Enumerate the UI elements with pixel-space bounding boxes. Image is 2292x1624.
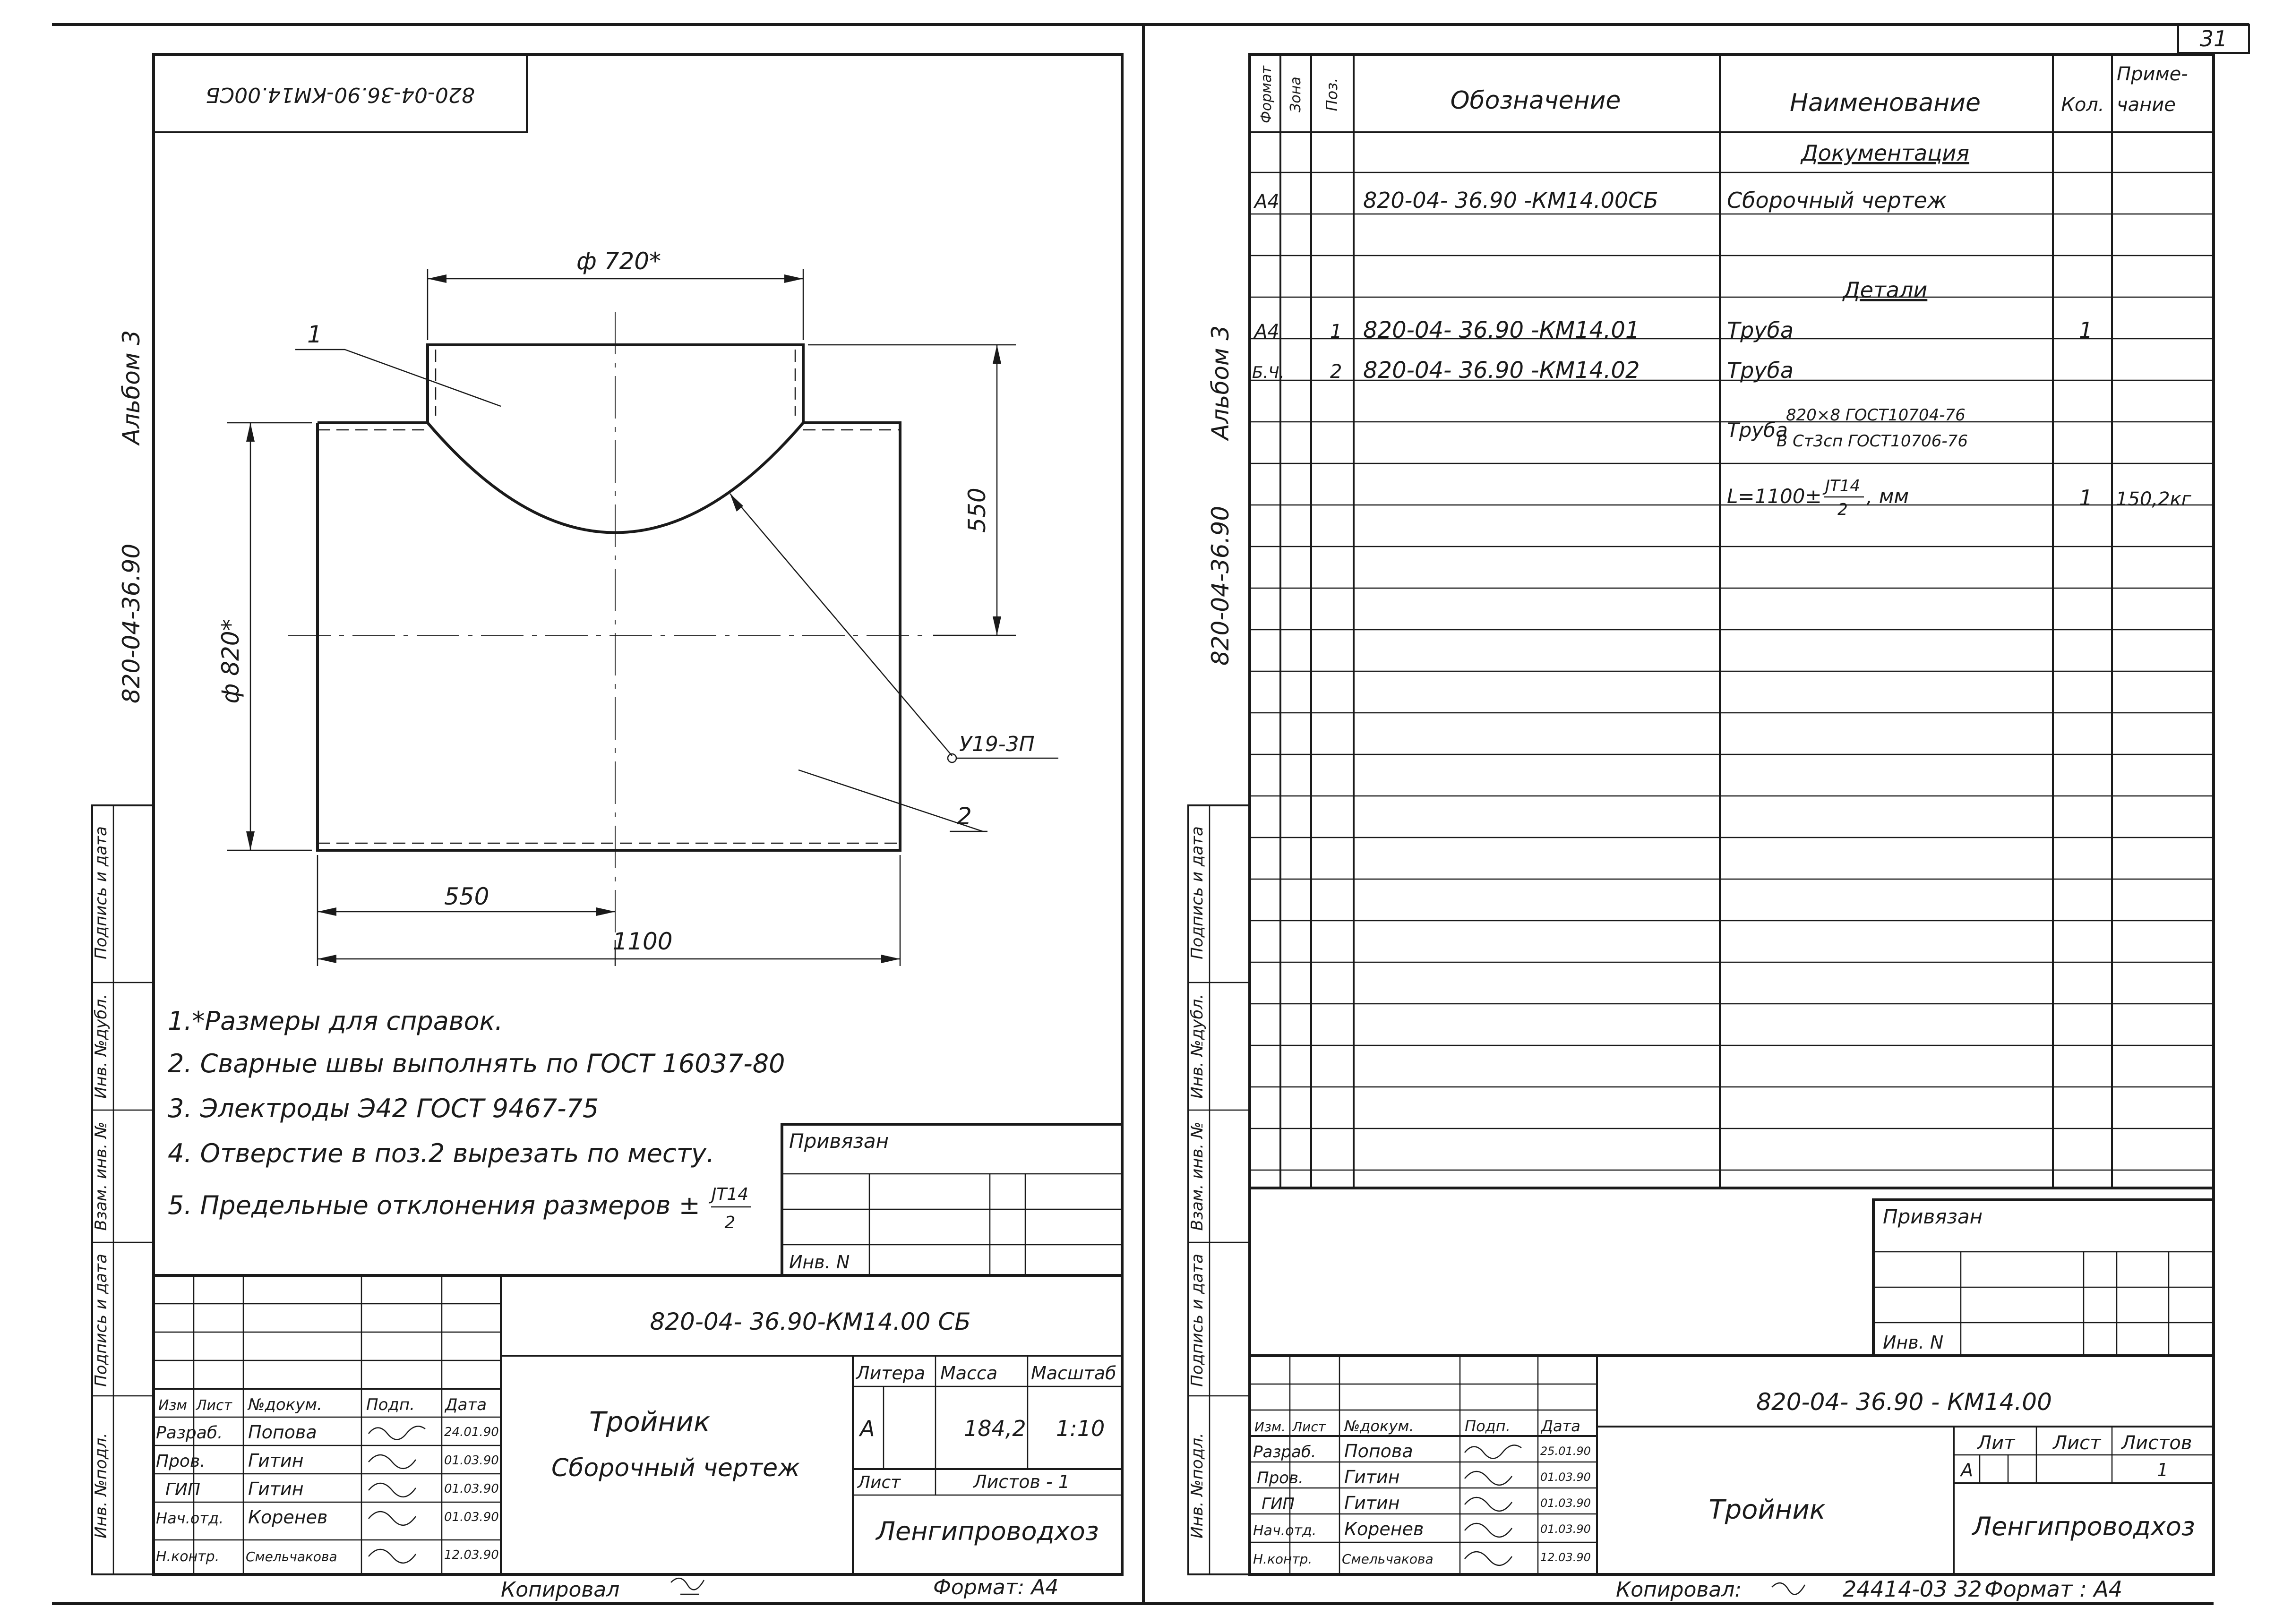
tb-date-1: 24.01.90 [444,1425,499,1439]
signature-mark [1465,1523,1512,1537]
spec-head-zone: Зона [1288,77,1304,112]
privyazan-block-right [1873,1200,2214,1356]
spec-row-5-name: Труба [1727,358,1794,383]
spec-row-5-pos: 2 [1330,361,1342,383]
tbr-org: Ленгипроводхоз [1972,1512,2195,1541]
leader-2 [798,770,983,831]
tbr-date-1: 25.01.90 [1540,1445,1591,1458]
spec-row-4-qty: 1 [2079,317,2093,343]
tbr-sheets: 1 [2157,1460,2169,1480]
dim-phi-720: ф 720* [576,248,661,275]
dim-550-horizontal: 550 [444,883,489,910]
arrow [428,274,446,283]
tbr-code: 820-04- 36.90 - КМ14.00 [1756,1388,2052,1416]
footer-code-right: 24414-03 32 [1843,1576,1982,1602]
length-row-note: 150,2кг [2116,488,2191,510]
tbr-role-5: Н.контр. [1253,1551,1313,1567]
note-2: 2. Сварные швы выполнять по ГОСТ 16037-80 [168,1049,785,1078]
arrow [881,955,900,963]
tb-date-2: 01.03.90 [444,1453,499,1468]
side-label-sign-date-2: Подпись и дата [92,826,111,959]
tbr-role-4: Нач.отд. [1253,1522,1317,1539]
inv-n-label: Инв. N [789,1252,850,1273]
arrow [246,423,255,442]
tb-mass: 184,2 [964,1416,1026,1441]
length-row-post: , мм [1866,485,1909,508]
title-block-left [154,1275,1122,1574]
footer-copied-right: Копировал: [1616,1578,1742,1602]
album-label-right: Альбом 3 [1207,325,1234,440]
tb-name-3: Гитин [248,1479,304,1499]
tb-date-5: 12.03.90 [444,1548,499,1562]
tb-date-3: 01.03.90 [444,1482,499,1496]
copier-signature-right [1772,1583,1805,1594]
signature-mark [1465,1471,1512,1485]
footer-copied: Копировал [501,1578,620,1602]
dim-1100: 1100 [612,928,673,955]
tb-title-1: Тройник [589,1406,711,1438]
spec-row-5-format: Б.Ч. [1252,363,1285,382]
spec-head-format: Формат [1258,66,1275,123]
tee-drawing [217,248,1058,966]
title-block-right [1250,1356,2214,1574]
tb-head-ndok: №докум. [248,1395,322,1414]
notes [168,1006,785,1232]
tb-date-4: 01.03.90 [444,1510,499,1524]
footer-format-right: Формат : А4 [1984,1576,2123,1602]
pipe-spec-line1: 820×8 ГОСТ10704-76 [1786,406,1966,425]
signature-mark [369,1512,416,1525]
tbr-head-list: Лист [1292,1419,1326,1435]
spec-head-pos: Поз. [1323,77,1341,111]
tb-head-list: Лист [196,1397,232,1414]
arrow [784,274,803,283]
tbr-head-ndok: №докум. [1344,1417,1414,1435]
tb-head-date: Дата [445,1395,487,1414]
note-4: 4. Отверстие в поз.2 вырезать по месту. [168,1138,715,1168]
arrow [730,494,743,512]
length-row-frac-den: 2 [1837,500,1848,519]
signature-mark [1465,1497,1512,1511]
spec-head-note-1: Приме- [2117,63,2188,85]
side-label-inv-podl-r: Инв. №подл. [1188,1433,1207,1539]
spec-head-designation: Обозначение [1450,86,1621,115]
right-frame [1250,54,2214,1574]
spec-row-4-pos: 1 [1330,321,1342,342]
album-label-left: Альбом 3 [118,330,145,445]
tb-name-2: Гитин [248,1450,304,1471]
pipe-spec-line2: В Ст3сп ГОСТ10706-76 [1777,432,1968,451]
signature-mark [1465,1445,1521,1458]
spec-row-4-name: Труба [1727,317,1794,343]
length-row-qty: 1 [2079,485,2093,511]
dim-phi-820: ф 820* [217,619,244,704]
inv-n-label-right: Инв. N [1883,1332,1944,1353]
footer-format: Формат: А4 [933,1575,1059,1599]
tb-role-4: Нач.отд. [156,1509,224,1527]
side-label-sign-date: Подпись и дата [92,1254,111,1387]
tbr-lit: А [1961,1460,1973,1480]
tbr-name-2: Гитин [1344,1467,1400,1487]
note-5-frac-den: 2 [724,1213,736,1232]
tbr-head-podp: Подп. [1465,1417,1511,1435]
tb-sheets-label: Листов - 1 [973,1471,1070,1492]
tbr-date-2: 01.03.90 [1540,1470,1591,1484]
length-row-pre: L=1100± [1727,485,1822,508]
weld-symbol: У19-3П [959,732,1035,756]
spec-head-note-2: чание [2117,94,2176,116]
side-label-inv-dubl: Инв. №дубл. [92,994,111,1099]
side-label-vzam: Взам. инв. № [92,1121,111,1231]
tb-scale-label: Масштаб [1031,1363,1116,1384]
signature-mark [369,1549,416,1563]
tb-sheet-label: Лист [858,1473,901,1492]
note-5: 5. Предельные отклонения размеров ± [168,1190,700,1220]
tbr-sheets-label: Листов [2121,1432,2192,1454]
tb-role-1: Разраб. [156,1423,223,1443]
arrow [246,831,255,850]
tb-title-2: Сборочный чертеж [551,1454,800,1482]
note-3: 3. Электроды Э42 ГОСТ 9467-75 [168,1094,599,1123]
signature-mark [369,1483,416,1497]
title-block-right-frame [1250,1356,2214,1574]
privyazan-label: Привязан [789,1129,889,1153]
pipe-spec-label: Труба [1727,419,1788,442]
side-label-vzam-r: Взам. инв. № [1188,1121,1207,1231]
signature-mark [369,1455,416,1469]
spec-row-3-name: Детали [1843,277,1928,303]
weld-leader [730,494,952,756]
privyazan-label-right: Привязан [1883,1205,1983,1228]
tbr-head-date: Дата [1541,1417,1580,1435]
spec-head-name: Наименование [1789,89,1981,117]
position-2: 2 [957,803,972,830]
tbr-head-izm: Изм. [1254,1419,1286,1435]
spec-row-4-format: А4 [1254,321,1279,342]
dim-550-vertical: 550 [963,487,991,533]
tb-scale: 1:10 [1056,1416,1105,1441]
spec-row-0-name: Документация [1801,140,1970,166]
signature-mark [1465,1552,1512,1565]
spec-row-4-designation: 820-04- 36.90 -КМ14.01 [1363,317,1640,343]
tb-role-2: Пров. [156,1452,206,1471]
tb-head-izm: Изм [158,1397,188,1414]
note-1: 1.*Размеры для справок. [168,1006,503,1036]
side-label-inv-dubl-r: Инв. №дубл. [1188,994,1207,1099]
tbr-sheet-label: Лист [2053,1432,2101,1454]
designation-side-right: 820-04-36.90 [1207,505,1234,666]
rotated-drawing-code: 820-04-36.90-КМ14.00СБ [206,83,475,107]
tbr-date-3: 01.03.90 [1540,1496,1591,1510]
tb-mass-label: Масса [940,1363,998,1384]
tbr-name-5: Смельчакова [1342,1551,1434,1567]
tbr-name-1: Попова [1344,1441,1413,1462]
privyazan-block [782,1124,1122,1275]
main-pipe-outline [318,423,900,850]
tb-name-5: Смельчакова [246,1549,337,1564]
left-sheet [52,54,1143,1604]
tbr-name-3: Гитин [1344,1493,1400,1513]
tb-org: Ленгипроводхоз [876,1516,1099,1546]
position-1: 1 [307,321,322,348]
tbr-lit-label: Лит [1977,1432,2015,1454]
arrow [596,907,615,916]
side-label-sign-date-2-r: Подпись и дата [1188,826,1207,959]
length-row-frac-num: JT14 [1825,477,1861,496]
side-label-inv-podl: Инв. №подл. [92,1433,111,1539]
tb-name-1: Попова [248,1422,317,1443]
spec-table [1250,54,2214,1188]
spec-row-5-designation: 820-04- 36.90 -КМ14.02 [1363,357,1640,384]
leader-1 [345,350,501,406]
tbr-title: Тройник [1708,1495,1826,1525]
note-5-frac-num: JT14 [711,1185,749,1204]
tbr-name-4: Коренев [1344,1519,1424,1539]
tbr-role-3: ГИП [1262,1495,1295,1513]
tb-head-podp: Подп. [366,1395,415,1414]
page-number: 31 [2199,26,2228,51]
spec-head-qty: Кол. [2061,94,2104,116]
tb-litera-label: Литера [856,1363,926,1384]
right-sheet [1143,54,2214,1604]
arrow [318,907,336,916]
spec-row-1-name: Сборочный чертеж [1727,188,1947,213]
tb-name-4: Коренев [248,1507,328,1528]
tbr-date-4: 01.03.90 [1540,1522,1591,1536]
tb-role-3: ГИП [165,1480,201,1499]
side-label-sign-date-r: Подпись и дата [1188,1254,1207,1387]
left-frame [154,54,1122,1574]
arrow [993,616,1001,635]
arrow [318,955,336,963]
tb-role-5: Н.контр. [156,1548,220,1565]
signature-mark [369,1426,425,1439]
copier-signature [671,1578,704,1594]
spec-row-1-designation: 820-04- 36.90 -КМ14.00СБ [1363,188,1658,213]
tb-litera: А [860,1416,875,1441]
spec-row-1-format: А4 [1254,191,1279,213]
tbr-role-1: Разраб. [1253,1443,1316,1462]
tb-code: 820-04- 36.90-КМ14.00 СБ [650,1308,971,1335]
arrow [993,345,1001,364]
tbr-date-5: 12.03.90 [1540,1551,1591,1564]
tbr-role-2: Пров. [1257,1469,1304,1487]
spec-table-frame [1250,54,2214,1188]
designation-side-left: 820-04-36.90 [118,543,145,704]
